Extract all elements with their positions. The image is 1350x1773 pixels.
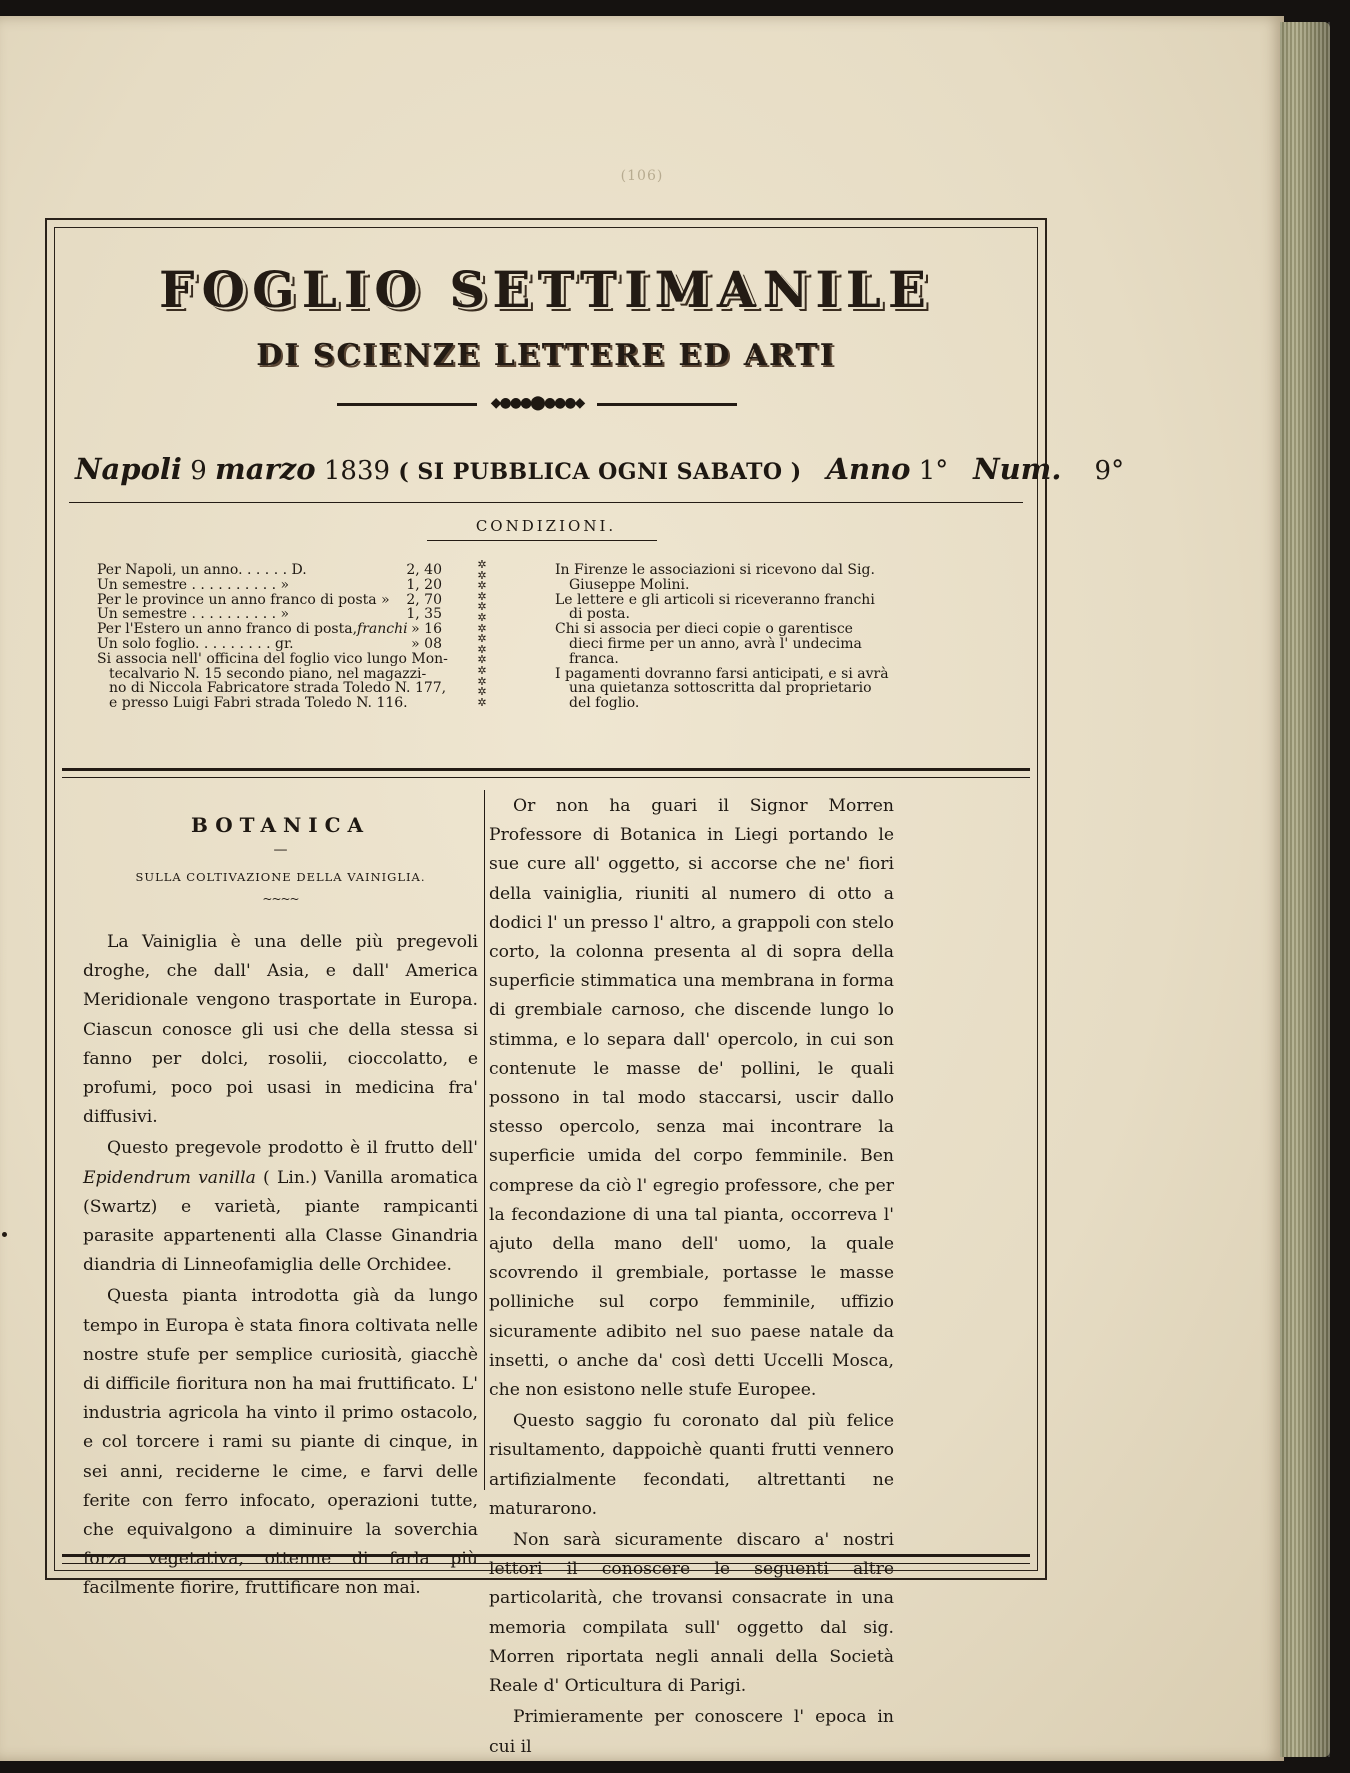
subscription-note: tecalvario N. 15 secondo piano, nel magazzi- [109,665,427,682]
book-page-edges [1280,22,1330,1757]
subscription-note: e presso Luigi Fabri strada Toledo N. 116. [109,695,408,712]
price-line: Un solo foglio. . . . . . . . . gr. » 08 [97,635,442,652]
dateline-num-value: 9° [1094,456,1125,486]
masthead-title: FOGLIO SETTIMANILE [159,260,933,319]
dateline-place: Napoli [75,452,182,486]
conditions-title: CONDIZIONI. [475,517,617,535]
article-title: SULLA COLTIVAZIONE DELLA VAINIGLIA. [135,870,426,884]
price-line: Un semestre . . . . . . . . . . » 1, 35 [97,606,442,623]
latin-species-name: Epidendrum vanilla [83,1167,256,1188]
article-paragraph: Questa pianta introdotta già da lungo tempo in Europa è stata finora coltivata nelle nostre stufe per semplice curiosità, giacchè di difficile fioritura non ha mai fruttificato. L' industria agricola ha vinto il primo ostacolo, e col torcere i rami su piante di cinque, in sei anni, reciderne le cime, e farvi delle ferite con ferro infocato, operazioni tutte, che equivalgono a diminuire la soverchia forza vegetativa, ottenne di farla più facilmente fiorire, fruttificare non mai. [83,1286,479,1599]
article-paragraph: Questo saggio fu coronato dal più felice risultamento, dappoichè quanti frutti vennero artifizialmente fecondati, altrettanti ne maturarono. [489,1411,894,1519]
note-line: del foglio. [569,695,640,712]
article-paragraph: Non sarà sicuramente discaro a' nostri lettori il conoscere le seguenti altre particolarità, che trovansi consacrate in una memoria compilata sull' oggetto dal sig. Morren riportata negli annali della Società Reale d' Orticultura di Parigi. [489,1530,894,1697]
article-column-left [83,800,478,1604]
conditions-notes [555,563,905,711]
article-paragraph: La Vainiglia è una delle più pregevoli droghe, che dall' Asia, e dall' America Meridionale vengono trasportate in Europa. Ciascun conosce gli usi che della stessa si fanno per dolci, rosolii, cioccolatto, e profumi, poco poi usasi in medicina fra' diffusivi. [83,932,478,1128]
newspaper-sheet [45,218,1125,1757]
book-page [0,16,1284,1761]
dateline-rule [69,502,1023,503]
note-line: di posta. [569,606,630,623]
note-line: una quietanza sottoscritta dal proprietario [569,680,872,697]
note-line: franca. [569,650,619,667]
dateline-num-label: Num. [973,452,1062,486]
price-line: Un semestre . . . . . . . . . . » 1, 20 [97,576,442,593]
dateline-day: 9 [190,456,207,486]
article-column-right [489,792,894,1762]
masthead-subtitle: DI SCIENZE LETTERE ED ARTI [256,338,836,373]
note-line: Giuseppe Molini. [569,576,690,593]
ornament-bar-right [597,403,737,406]
bottom-double-rule [62,1554,1030,1564]
ornament-rule [337,395,737,412]
wave-ornament: ~~~~ [262,892,299,906]
page-folio: (106) [620,168,664,184]
conditions-prices [97,562,448,712]
ornament-center-icon: ◆●●●⬤●●●◆ [490,395,584,411]
subscription-note: Si associa nell' officina del foglio vico lungo Mon- [97,650,448,667]
dateline-month: marzo [215,452,316,486]
ornament-bar-left [337,403,477,406]
conditions-title-rule [427,540,657,541]
note-line: Chi si associa per dieci copie o garentisce [555,621,853,638]
dateline-anno-label: Anno [826,452,911,486]
dateline-year: 1839 [323,456,391,486]
section-title: BOTANICA [190,813,371,837]
article-paragraph: Questo pregevole prodotto è il frutto dell' Epidendrum vanilla ( Lin.) Vanilla aromatica (Swartz) e varietà, piante rampicanti parasite appartenenti alla Classe Ginandria diandria di Linneofamiglia delle Orchidee. [83,1138,478,1276]
dateline-publication: ( SI PUBBLICA OGNI SABATO ) [398,459,802,485]
article-paragraph: Primieramente per conoscere l' epoca in cui il [489,1707,894,1757]
price-line: Per Napoli, un anno. . . . . . D. 2, 40 [97,562,442,578]
star-column-divider: ✲ ✲ ✲ ✲ ✲ ✲ ✲ ✲ ✲ ✲ ✲ ✲ ✲ ✲ [477,558,487,709]
note-line: I pagamenti dovranno farsi anticipati, e si avrà [555,665,889,682]
price-line: Per le province un anno franco di posta » 2, 70 [97,591,442,608]
dateline-anno-value: 1° [918,456,949,486]
margin-mark [2,1232,7,1237]
conditions-double-rule [62,768,1030,778]
dateline [75,452,1125,492]
article-paragraph: Or non ha guari il Signor Morren Professore di Botanica in Liegi portando le sue cure all' oggetto, si accorse che ne' fiori della vainiglia, riuniti al numero di otto a dodici l' un presso l' altro, a grappoli con stelo corto, la colonna presenta al di sopra della superficie stimmatica una membrana in forma di grembiale carnoso, che discende lungo lo stimma, e lo separa dall' opercolo, in cui son contenute le masse de' pollini, le quali possono in tal modo staccarsi, uscir dallo stesso opercolo, senza mai incontrare la superficie umida del corpo femminile. Ben comprese da ciò l' egregio professore, che per la fecondazione di una tal pianta, occorreva l' ajuto della mano dell' uomo, la quale scovrendo il grembiale, portasse le masse polliniche sul corpo femminile, uffizio sicuramente adibito nel suo paese natale da insetti, o anche da' così detti Uccelli Mosca, che non esistono nelle stufe Europee. [489,796,894,1401]
price-line: Per l'Estero un anno franco di posta,franchi » 16 [97,621,442,638]
subscription-note: no di Niccola Fabricatore strada Toledo N. 177, [109,680,447,697]
section-dash: — [273,842,288,858]
note-line: dieci firme per un anno, avrà l' undecima [569,635,862,652]
note-line: In Firenze le associazioni si ricevono dal Sig. [555,562,875,578]
note-line: Le lettere e gli articoli si riceveranno franchi [555,591,875,608]
column-divider [484,790,485,1490]
